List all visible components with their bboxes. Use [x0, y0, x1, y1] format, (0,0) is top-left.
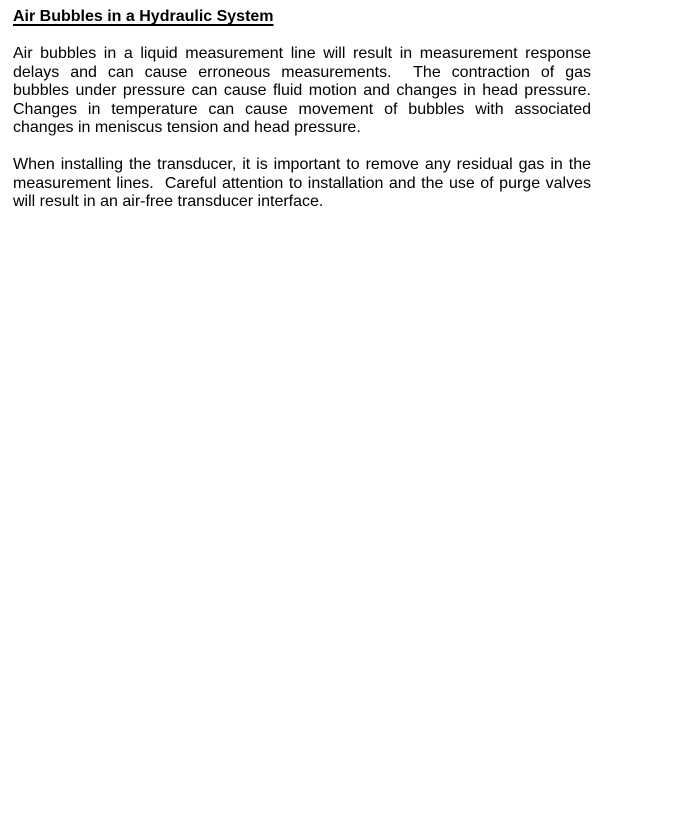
paragraph-line: bubbles under pressure can cause fluid motion and changes in head pressure. [13, 82, 591, 99]
paragraph [13, 45, 591, 138]
paragraph-line: Air bubbles in a liquid measurement line will result in measurement response [13, 45, 591, 62]
paragraph-line: Changes in temperature can cause movement of bubbles with associated [13, 100, 591, 118]
paragraph [13, 156, 591, 212]
paragraphs-container [13, 45, 591, 212]
paragraph-line: When installing the transducer, it is important to remove any residual gas in the [13, 156, 591, 173]
paragraph-line: changes in meniscus tension and head pressure. [13, 119, 361, 136]
paragraph-line: delays and can cause erroneous measurements. The contraction of gas [13, 63, 591, 81]
page-title: Air Bubbles in a Hydraulic System [13, 8, 274, 25]
text-block [13, 8, 591, 230]
paragraph-line: will result in an air-free transducer interface. [13, 193, 324, 210]
paragraph-line: measurement lines. Careful attention to installation and the use of purge valves [13, 174, 591, 192]
